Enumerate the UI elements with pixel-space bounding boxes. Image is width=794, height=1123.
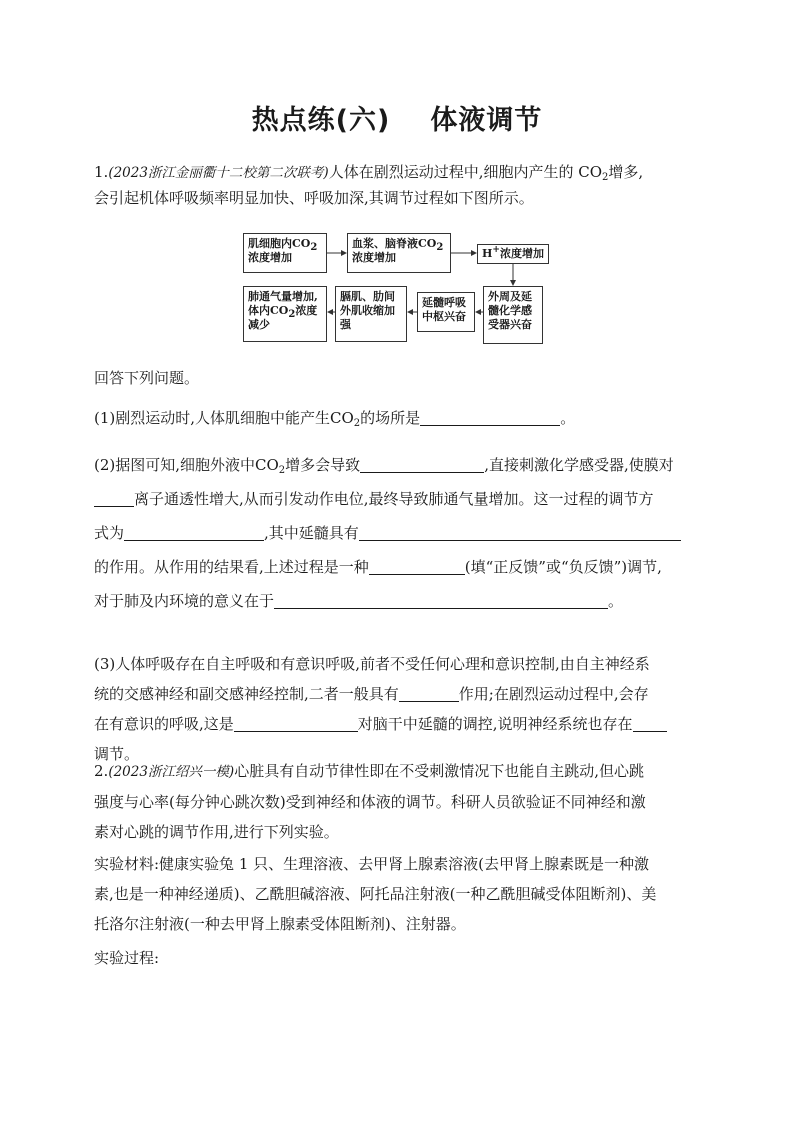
co2-subscript: 2 [602,172,609,183]
flow-arrows [243,233,553,345]
answer-intro: 回答下列问题。 [94,369,200,387]
answer-blank[interactable] [360,456,484,473]
answer-blank[interactable] [399,685,459,702]
q1-number: 1. [94,163,109,181]
answer-blank[interactable] [420,409,560,426]
q2-source: (2023浙江绍兴一模) [108,764,235,780]
flow-box-h-ion: H+浓度增加 [477,244,549,264]
flow-box-receptor: 外周及延髓化学感受器兴奋 [483,286,543,344]
flow-box-muscle-contract: 膈肌、肋间外肌收缩加强 [335,286,407,342]
answer-blank[interactable] [369,558,465,575]
title-main: 热点练(六) [251,105,391,136]
flow-box-plasma-co2: 血浆、脑脊液$CO_2$ 浓度增加 [347,233,451,273]
q1-stem-b: 增多, [608,163,644,181]
answer-blank[interactable] [234,715,358,732]
answer-blank[interactable] [633,715,667,732]
answer-blank[interactable] [274,592,608,609]
q1-part1: (1)剧烈运动时,人体肌细胞中能产生$CO_2$的场所是 。 [94,409,576,429]
q2-materials: 实验材料:健康实验兔 1 只、生理溶液、去甲肾上腺素溶液(去甲肾上腺素既是一种激 素,也是一种神经递质)、乙酰胆碱溶液、阿托品注射液(一种乙酰胆碱受体阻断剂)、美 托洛尔注射液(一种去甲肾上腺素受体阻断剂)、注射器。 [94,855,657,933]
q2-process: 实验过程: [94,949,160,967]
q1-stem-a: 人体在剧烈运动过程中,细胞内产生的 CO [328,163,603,181]
q2-stem: 2.(2023浙江绍兴一模)心脏具有自动节律性即在不受刺激情况下也能自主跳动,但心跳 强度与心率(每分钟心跳次数)受到神经和体液的调节。科研人员欲验证不同神经和激 素对心跳的调节作用,进行下列实验。 [94,762,646,841]
q1-stem-c: 会引起机体呼吸频率明显加快、呼吸加深,其调节过程如下图所示。 [94,189,534,207]
flow-box-muscle-co2: 肌细胞内$CO_2$ 浓度增加 [243,233,327,273]
regulation-flow-diagram [243,233,553,345]
flow-box-respiratory-center: 延髓呼吸中枢兴奋 [417,292,475,332]
answer-blank[interactable] [124,524,264,541]
q2-number: 2. [94,762,109,780]
flow-box-ventilation: 肺通气量增加,体内$CO_2$浓度减少 [243,286,327,342]
answer-blank[interactable] [94,490,134,507]
answer-blank[interactable] [359,524,681,541]
title-sub: 体液调节 [430,105,543,136]
page-title [0,98,794,137]
q1-stem [94,160,700,211]
q1-part3: (3)人体呼吸存在自主呼吸和有意识呼吸,前者不受任何心理和意识控制,由自主神经系 统的交感神经和副交感神经控制,二者一般具有 作用;在剧烈运动过程中,会存 在有意识的呼吸,这是 对脑干中延髓的调控,说明神经系统也存在 调节。 [94,649,700,769]
q1-part2: (2)据图可知,细胞外液中$CO_2$增多会导致 ,直接刺激化学感受器,使膜对 离子通透性增大,从而引发动作电位,最终导致肺通气量增加。这一过程的调节方 式为 ,其中延髓具有 的作用。从作用的结果看,上述过程是一种 (填“正反馈”或“负反馈”)调节, 对于肺及内环境的意义在于 。 [94,448,700,618]
q1-source: (2023浙江金丽衢十二校第二次联考) [108,165,329,181]
